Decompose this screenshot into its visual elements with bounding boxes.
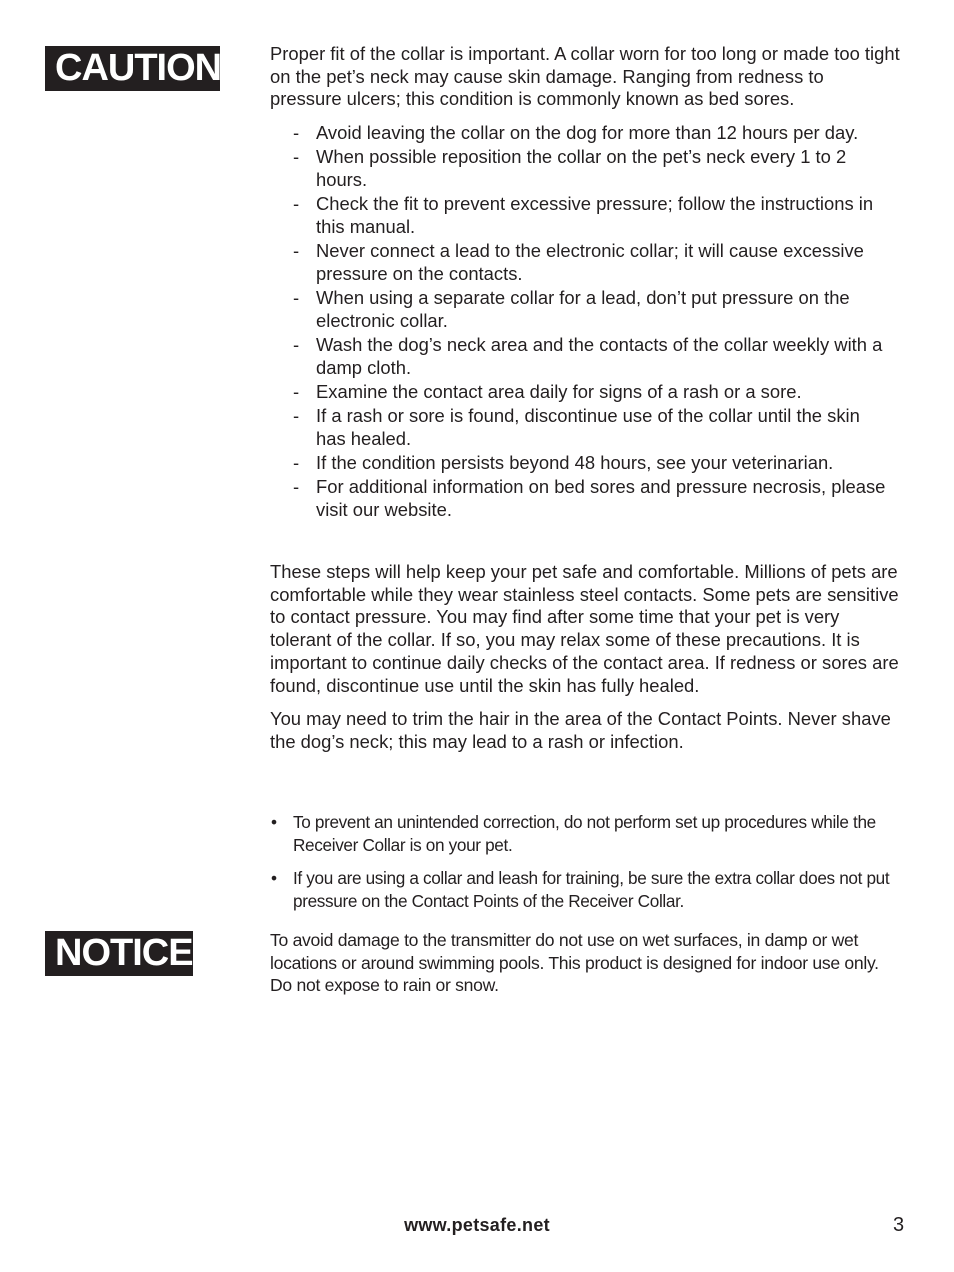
bullet-list-item <box>270 811 900 856</box>
dash-list-item <box>293 193 893 238</box>
dash-marker: - <box>293 333 300 355</box>
dash-marker: - <box>293 476 300 498</box>
dash-list-item <box>293 122 893 145</box>
dash-list-item <box>293 146 893 191</box>
dash-marker: - <box>293 380 300 402</box>
dash-marker: - <box>293 122 300 143</box>
dash-item-text: Check the fit to prevent excessive pressure; follow the instructions in this manual. <box>316 193 874 237</box>
dash-marker: - <box>293 240 300 262</box>
bullet-marker: • <box>271 868 277 889</box>
dash-list-item <box>293 381 893 404</box>
dash-item-text: Avoid leaving the collar on the dog for more than 12 hours per day. <box>316 122 859 143</box>
dash-item-text: When using a separate collar for a lead, don’t put pressure on the electronic collar. <box>316 286 850 331</box>
bullet-item-text: If you are using a collar and leash for training, be sure the extra collar does not put pressure on the Contact Points of the Receiver Collar. <box>293 868 890 911</box>
caution-label: CAUTION <box>45 46 220 91</box>
caution-intro-paragraph: Proper fit of the collar is important. A collar worn for too long or made too tight on the pet’s neck may cause skin damage. Ranging from redness to pressure ulcers; this condition is commonly known as bed sores. <box>270 43 900 110</box>
notice-paragraph: To avoid damage to the transmitter do not use on wet surfaces, in damp or wet locations or around swimming pools. This product is designed for indoor use only. Do not expose to rain or snow. <box>270 930 879 996</box>
page-number: 3 <box>893 1214 905 1236</box>
dash-list-item <box>293 452 893 475</box>
dash-marker: - <box>293 286 300 308</box>
dash-marker: - <box>293 451 300 473</box>
bullet-item-text: To prevent an unintended correction, do not perform set up procedures while the Receiver Collar is on your pet. <box>293 812 876 855</box>
dash-item-text: Examine the contact area daily for signs of a rash or a sore. <box>316 380 802 402</box>
dash-list-item <box>293 405 893 450</box>
dash-list-item <box>293 334 893 379</box>
bullet-list-item <box>270 867 900 912</box>
dash-marker: - <box>293 193 300 215</box>
caution-dash-list <box>293 122 893 523</box>
dash-marker: - <box>293 146 300 168</box>
trim-hair-paragraph: You may need to trim the hair in the area of the Contact Points. Never shave the dog’s neck; this may lead to a rash or infection. <box>270 708 891 752</box>
dash-item-text: If a rash or sore is found, discontinue use of the collar until the skin has healed. <box>316 404 860 449</box>
dash-list-item <box>293 287 893 332</box>
dash-item-text: If the condition persists beyond 48 hours, see your veterinarian. <box>316 451 834 473</box>
footer-website-url: www.petsafe.net <box>404 1215 550 1235</box>
bullet-marker: • <box>271 812 277 832</box>
dash-item-text: Never connect a lead to the electronic collar; it will cause excessive pressure on the contacts. <box>316 240 864 284</box>
dash-item-text: When possible reposition the collar on the pet’s neck every 1 to 2 hours. <box>316 146 847 190</box>
dash-list-item <box>293 476 893 521</box>
caution-bullet-list <box>270 811 900 923</box>
notice-label: NOTICE <box>45 931 193 976</box>
dash-item-text: Wash the dog’s neck area and the contacts of the collar weekly with a damp cloth. <box>316 333 883 378</box>
steps-paragraph: These steps will help keep your pet safe and comfortable. Millions of pets are comfortable while they wear stainless steel contacts. Some pets are sensitive to contact pressure. You may find after some time that your pet is very tolerant of the collar. If so, you may relax some of these precautions. It is important to continue daily checks of the contact area. If redness or sores are found, discontinue use until the skin has fully healed. <box>270 561 899 696</box>
dash-item-text: For additional information on bed sores and pressure necrosis, please visit our website. <box>316 476 886 520</box>
dash-list-item <box>293 240 893 285</box>
dash-marker: - <box>293 404 300 426</box>
